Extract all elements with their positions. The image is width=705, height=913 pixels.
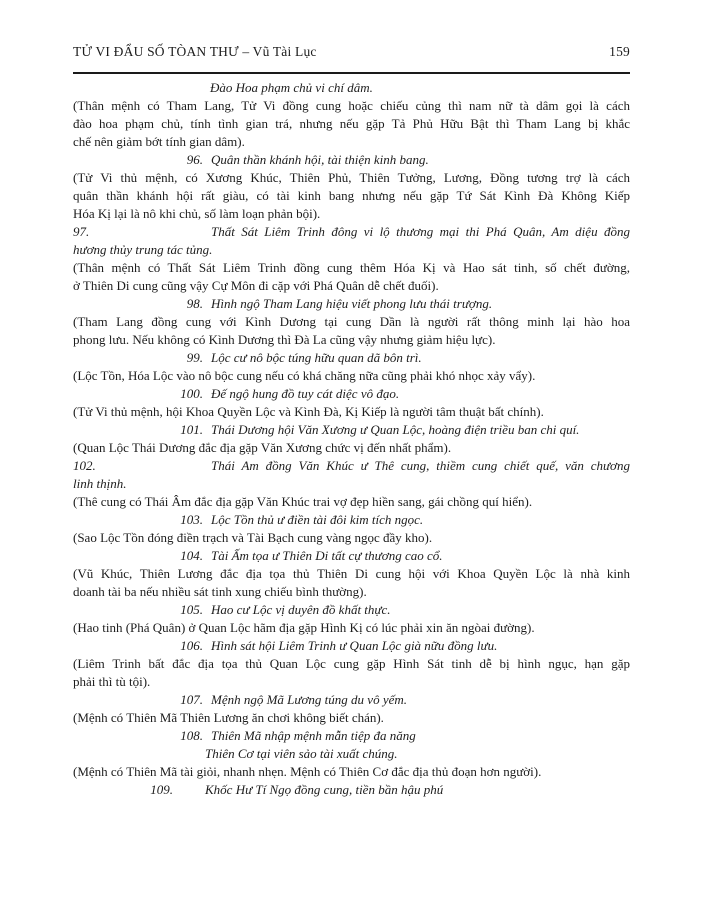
- heading-continuation: linh thịnh.: [73, 476, 127, 491]
- section-heading: [73, 547, 630, 565]
- page-header: [73, 43, 630, 61]
- paragraph-line: phải thì tù tội).: [73, 674, 151, 689]
- paragraph-line: (Tử Vi thủ mệnh, có Xương Khúc, Thiên Phủ, Thiên Tưởng, Lương, Đồng tương trợ là cách: [73, 170, 630, 185]
- section-heading: [73, 637, 630, 655]
- heading-text: Thất Sát Liêm Trinh đông vi lộ thương mại thi Phá Quân, Am diệu đồng: [211, 224, 630, 239]
- heading-text: Thái Am đồng Văn Khúc ư Thê cung, thiềm cung chiết quế, văn chương: [211, 458, 630, 473]
- paragraph-line: Hóa Kị lại là nô khi chủ, số làm loạn phản bội).: [73, 206, 321, 221]
- heading-number: 103.: [180, 512, 203, 527]
- paragraph-line: (Hao tinh (Phá Quân) ở Quan Lộc hãm địa gặp Hình Kị có lúc phải xin ăn ngòai đường).: [73, 620, 535, 635]
- paragraph-line: (Thân mệnh có Tham Lang, Tử Vi đồng cung hoặc chiếu củng thì nam nữ tà dâm gọi là cách: [73, 98, 630, 113]
- paragraph-line: (Quan Lộc Thái Dương đắc địa gặp Văn Xương chức vị đến nhất phẩm).: [73, 440, 452, 455]
- heading-number: 109.: [150, 782, 173, 797]
- paragraph-line: (Thân mệnh có Thất Sát Liêm Trinh đồng cung thêm Hóa Kị và Hao sát tinh, số chết đường,: [73, 260, 630, 275]
- heading-number: 102.: [73, 458, 96, 473]
- paragraph-line: chế nên giảm bớt tính gian dâm).: [73, 134, 245, 149]
- heading-text: Đế ngộ hung đồ tuy cát diệc vô đạo.: [211, 386, 400, 401]
- heading-number: 105.: [180, 602, 203, 617]
- page-number: 159: [609, 44, 630, 59]
- book-page: [73, 43, 630, 799]
- paragraph-line: (Mệnh có Thiên Mã tài giỏi, nhanh nhẹn. Mệnh có Thiên Cơ đắc địa thủ đoạn hơn người).: [73, 764, 542, 779]
- paragraph-line: (Sao Lộc Tồn đóng điền trạch và Tài Bạch cung vàng ngọc đầy kho).: [73, 530, 433, 545]
- heading-text: Khốc Hư Tí Ngọ đồng cung, tiền bần hậu phú: [205, 782, 444, 797]
- heading-number: 97.: [73, 224, 90, 239]
- section-heading: [73, 457, 630, 475]
- heading-number: 96.: [186, 152, 203, 167]
- paragraph-line: ở Thiên Di cung cũng vậy Cự Môn đi cặp với Phá Quân dễ chết đuối).: [73, 278, 439, 293]
- section-heading: [73, 385, 630, 403]
- heading-text: Hao cư Lộc vị duyên đồ khất thực.: [211, 602, 391, 617]
- section-heading: [73, 511, 630, 529]
- heading-text: Lộc cư nô bộc túng hữu quan dã bôn trì.: [211, 350, 422, 365]
- section-heading: [73, 727, 630, 745]
- header-rule: [73, 72, 630, 74]
- heading-number: 98.: [186, 296, 203, 311]
- section-heading: [73, 223, 630, 241]
- paragraph-line: quân thần khánh hội rất giàu, có tài kinh bang nhưng nếu gặp Tứ Sát Kình Đà Không Kiếp: [73, 188, 630, 203]
- motto-line: Đào Hoa phạm chủ vi chí dâm.: [210, 80, 373, 95]
- section-heading: [73, 349, 630, 367]
- section-heading: [73, 781, 630, 799]
- heading-text: Tài Ấm tọa ư Thiên Di tất cự thương cao cổ.: [211, 548, 443, 563]
- section-heading: [73, 295, 630, 313]
- paragraph-line: đào hoa phạm chủ, tính tình gian trá, nhưng nếu gặp Tả Phủ Hữu Bật thì Tham Lang bị khắc: [73, 116, 630, 131]
- heading-number: 106.: [180, 638, 203, 653]
- paragraph-line: (Lộc Tồn, Hóa Lộc vào nô bộc cung nếu có khá chăng nữa cũng phải khó nhọc xảy vẩy).: [73, 368, 536, 383]
- paragraph-line: (Mệnh có Thiên Mã Thiên Lương ăn chơi không biết chán).: [73, 710, 384, 725]
- heading-number: 107.: [180, 692, 203, 707]
- heading-number: 101.: [180, 422, 203, 437]
- section-heading: [73, 151, 630, 169]
- paragraph-line: (Tử Vi thủ mệnh, hội Khoa Quyền Lộc và Kình Đà, Kị Kiếp là người tâm thuật bất chính).: [73, 404, 544, 419]
- heading-text: Mệnh ngộ Mã Lương túng du vô yếm.: [211, 692, 407, 707]
- heading-number: 99.: [186, 350, 203, 365]
- page-body: [73, 79, 630, 799]
- heading-text: Quân thần khánh hội, tài thiện kinh bang.: [211, 152, 429, 167]
- paragraph-line: (Tham Lang đồng cung với Kình Dương tại cung Dần là người rất thông minh lại hào hoa: [73, 314, 630, 329]
- section-heading: [73, 421, 630, 439]
- heading-number: 100.: [180, 386, 203, 401]
- heading-text: Thái Dương hội Văn Xương ư Quan Lộc, hoàng điện triều ban chi quí.: [211, 422, 580, 437]
- heading-number: 108.: [180, 728, 203, 743]
- paragraph-line: doanh tài ba nếu nhiều sát tinh xung chiếu bình thường).: [73, 584, 367, 599]
- heading-number: 104.: [180, 548, 203, 563]
- paragraph-line: (Thê cung có Thái Âm đắc địa gặp Văn Khúc trai vợ đẹp hiền sang, gái chồng quí hiển).: [73, 494, 533, 509]
- paragraph-line: (Liêm Trinh bất đắc địa tọa thủ Quan Lộc cung gặp Hình Sát tinh dễ bị hình ngục, hạn gặp: [73, 656, 630, 671]
- heading-continuation: hương thủy trung tác tủng.: [73, 242, 213, 257]
- section-heading: [73, 691, 630, 709]
- paragraph-line: (Vũ Khúc, Thiên Lương đắc địa tọa thủ Thiên Di cung hội với Khoa Quyền Lộc là nhà kinh: [73, 566, 630, 581]
- heading-text: Hình ngộ Tham Lang hiệu viết phong lưu thái trượng.: [211, 296, 493, 311]
- header-title: TỬ VI ĐẨU SỐ TÒAN THƯ – Vũ Tài Lục: [73, 44, 317, 59]
- heading-text: Hình sát hội Liêm Trinh ư Quan Lộc già nữu đồng lưu.: [211, 638, 498, 653]
- heading-text: Thiên Mã nhập mệnh mẫn tiệp đa năng: [211, 728, 416, 743]
- heading-continuation: Thiên Cơ tại viên sảo tài xuất chúng.: [205, 746, 398, 761]
- section-heading: [73, 601, 630, 619]
- heading-text: Lộc Tồn thủ ư điền tài đôi kim tích ngọc.: [211, 512, 424, 527]
- paragraph-line: phong lưu. Nếu không có Kình Dương thì Đà La cũng vậy nhưng giảm hiệu lực).: [73, 332, 496, 347]
